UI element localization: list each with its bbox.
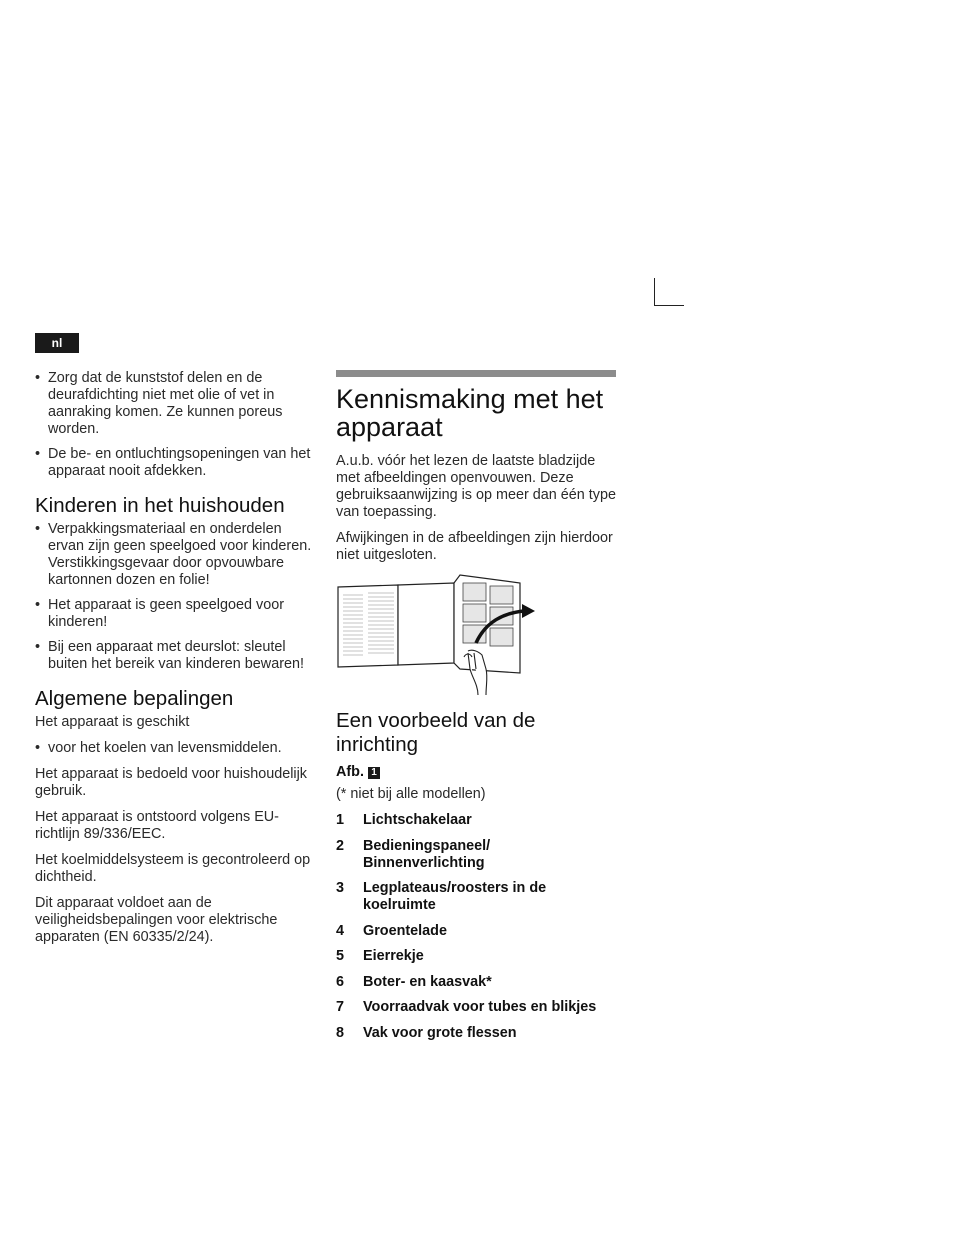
general-heading: Algemene bepalingen [35, 687, 234, 710]
list-item: 5 Eierrekje [336, 948, 424, 964]
general-paragraph: Het koelmiddelsysteem is gecontroleerd op dichtheid. [35, 852, 311, 885]
list-item: 3 Legplateaus/roosters in de koelruimte [336, 880, 547, 913]
list-item: • Verpakkingsmateriaal en onderdelen ervan zijn geen speelgoed voor kinderen. Verstikkingsgevaar door opvouwbare kartonnen dozen en folie! [35, 521, 320, 589]
list-item: • voor het koelen van levensmiddelen. [35, 740, 320, 757]
crop-mark-horizontal [654, 305, 684, 306]
parts-list [336, 812, 621, 1042]
list-item: 1 Lichtschakelaar [336, 812, 472, 828]
list-item: 6 Boter- en kaasvak* [336, 973, 492, 990]
general-intro: Het apparaat is geschikt [35, 714, 190, 730]
list-item: 8 Vak voor grote flessen [336, 1024, 517, 1041]
page-title: Kennismaking met het apparaat [336, 384, 604, 442]
general-paragraph: Het apparaat is bedoeld voor huishoudelijk gebruik. [35, 766, 308, 799]
right-column [336, 370, 621, 1050]
list-item: • Bij een apparaat met deurslot: sleutel buiten het bereik van kinderen bewaren! [35, 639, 320, 673]
children-bullet-list [35, 521, 320, 673]
fold-out-illustration [336, 573, 536, 697]
intro-paragraph: Afwijkingen in de afbeeldingen zijn hierdoor niet uitgesloten. [336, 530, 613, 563]
list-item: • Het apparaat is geen speelgoed voor kinderen! [35, 597, 320, 631]
general-bullet-list [35, 740, 320, 757]
list-item: 4 Groentelade [336, 922, 447, 939]
list-item: 2 Bedieningspaneel/ Binnenverlichting [336, 837, 491, 871]
fold-out-illustration-svg [336, 573, 536, 697]
footnote: (* niet bij alle modellen) [336, 786, 486, 802]
general-paragraph: Het apparaat is ontstoord volgens EU-richtlijn 89/336/EEC. [35, 809, 279, 842]
children-heading: Kinderen in het huishouden [35, 494, 285, 517]
figure-label: Afb. [336, 764, 364, 780]
left-column [35, 370, 320, 955]
list-item: • Zorg dat de kunststof delen en de deurafdichting niet met olie of vet in aanraking komen. Ze kunnen poreus worden. [35, 370, 320, 438]
intro-bullet-list [35, 370, 320, 480]
language-badge: nl [35, 333, 79, 353]
figure-number: 1 [368, 767, 380, 779]
list-item: • De be- en ontluchtingsopeningen van het apparaat nooit afdekken. [35, 446, 320, 480]
list-item: 7 Voorraadvak voor tubes en blikjes [336, 999, 597, 1015]
intro-paragraph: A.u.b. vóór het lezen de laatste bladzijde met afbeeldingen openvouwen. Deze gebruiksaanwijzing is op meer dan één type van toepassing. [336, 453, 616, 520]
figure-reference [336, 764, 621, 781]
section-rule [336, 370, 616, 377]
example-heading: Een voorbeeld van de inrichting [336, 709, 536, 756]
crop-mark-vertical [654, 278, 655, 306]
general-paragraph: Dit apparaat voldoet aan de veiligheidsbepalingen voor elektrische apparaten (EN 60335/2/24). [35, 895, 278, 945]
